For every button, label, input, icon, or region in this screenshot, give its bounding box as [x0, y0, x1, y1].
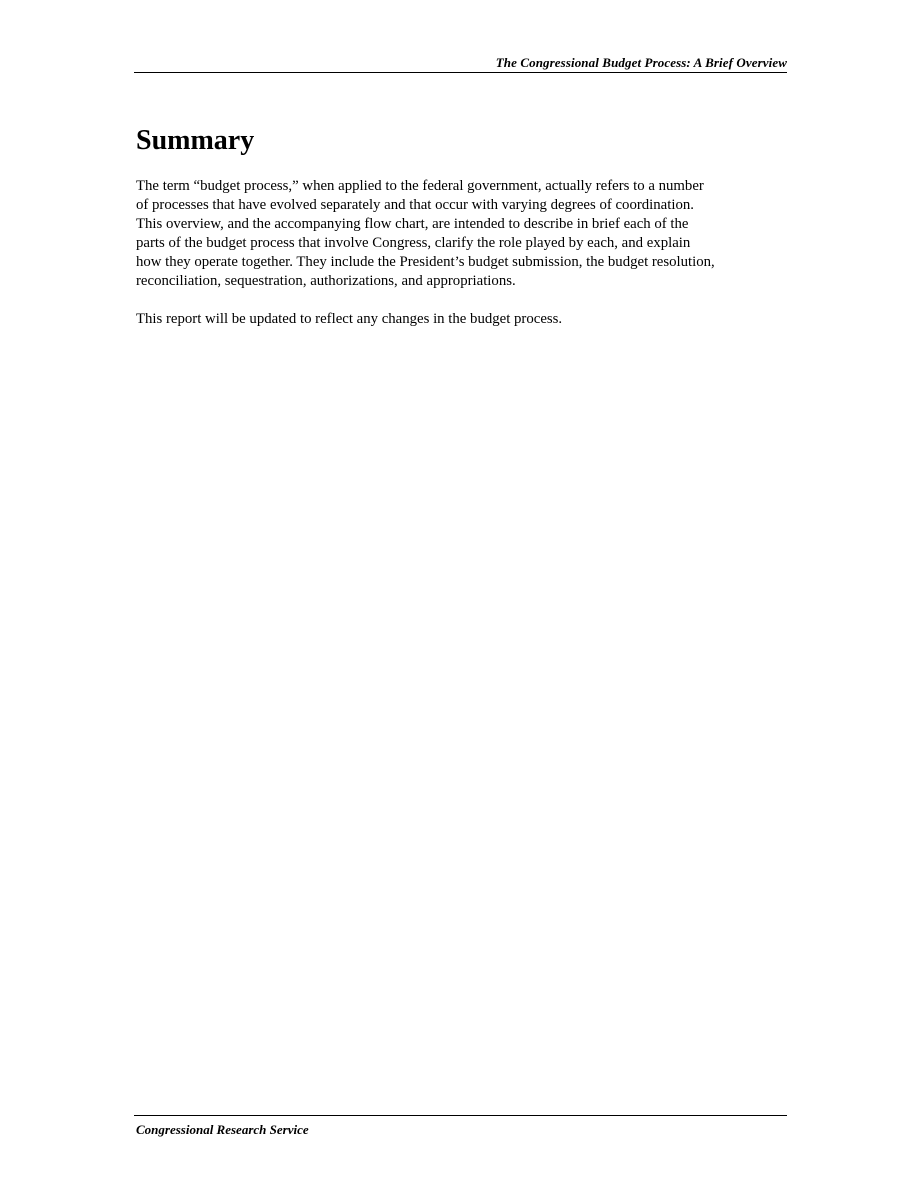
paragraph-line: how they operate together. They include the President’s budget submission, the budget resolution,	[136, 254, 715, 270]
paragraph-line: of processes that have evolved separately and that occur with varying degrees of coordination.	[136, 197, 694, 213]
running-header: The Congressional Budget Process: A Brief Overview	[134, 54, 787, 73]
summary-paragraph-1	[136, 177, 796, 291]
section-heading-summary: Summary	[136, 125, 255, 156]
paragraph-line: parts of the budget process that involve Congress, clarify the role played by each, and explain	[136, 235, 691, 251]
paragraph-line: This report will be updated to reflect any changes in the budget process.	[136, 311, 563, 327]
paragraph-line: reconciliation, sequestration, authorizations, and appropriations.	[136, 273, 516, 289]
paragraph-line: The term “budget process,” when applied to the federal government, actually refers to a number	[136, 178, 704, 194]
footer-organization: Congressional Research Service	[136, 1122, 309, 1137]
paragraph-line: This overview, and the accompanying flow chart, are intended to describe in brief each of the	[136, 216, 689, 232]
running-footer	[134, 1115, 787, 1142]
summary-paragraph-2	[136, 310, 796, 329]
